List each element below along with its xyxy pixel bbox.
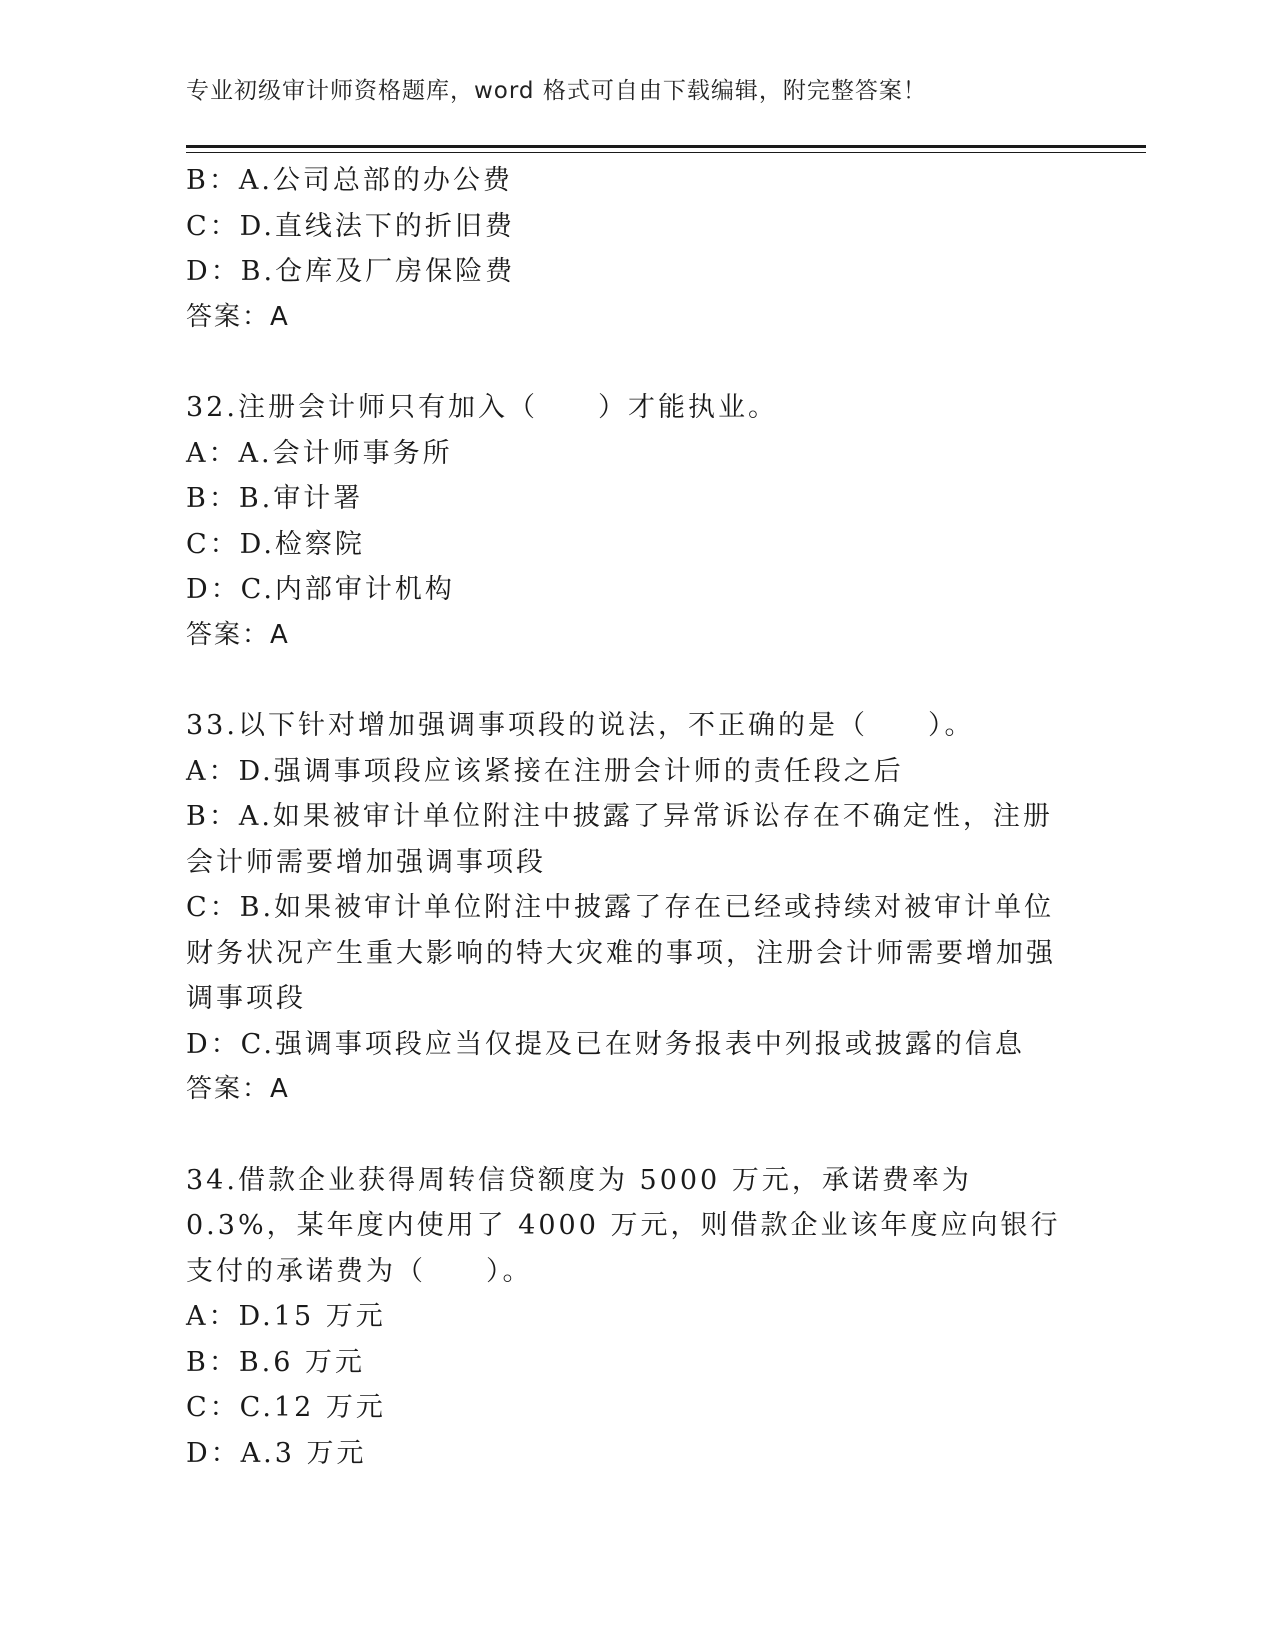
question-stem: 32.注册会计师只有加入（ ）才能执业。 bbox=[186, 392, 778, 423]
option-b: B：A.公司总部的办公费 bbox=[186, 165, 513, 196]
option-b: B：A.如果被审计单位附注中披露了异常诉讼存在不确定性，注册会计师需要增加强调事项段 bbox=[186, 801, 1053, 878]
option-d: D：B.仓库及厂房保险费 bbox=[186, 256, 516, 287]
spacer bbox=[186, 1113, 1076, 1158]
answer-line: 答案：A bbox=[186, 1074, 290, 1104]
option-c: C：B.如果被审计单位附注中披露了存在已经或持续对被审计单位财务状况产生重大影响的特大灾难的事项，注册会计师需要增加强调事项段 bbox=[186, 892, 1056, 1014]
question-content bbox=[186, 158, 1076, 1476]
header-text: 专业初级审计师资格题库，word 格式可自由下载编辑，附完整答案！ bbox=[186, 78, 927, 104]
answer-line: 答案：A bbox=[186, 619, 290, 650]
option-c: C：C.12 万元 bbox=[186, 1392, 386, 1423]
option-d: D：C.强调事项段应当仅提及已在财务报表中列报或披露的信息 bbox=[186, 1028, 1025, 1060]
option-a: A：D.强调事项段应该紧接在注册会计师的责任段之后 bbox=[186, 755, 904, 787]
option-c: C：D.直线法下的折旧费 bbox=[186, 210, 515, 242]
spacer bbox=[186, 658, 1076, 703]
question-31-fragment bbox=[186, 158, 1076, 340]
spacer bbox=[186, 340, 1076, 385]
option-d: D：C.内部审计机构 bbox=[186, 574, 455, 605]
option-a: A：A.会计师事务所 bbox=[186, 437, 453, 469]
question-stem: 34.借款企业获得周转信贷额度为 5000 万元，承诺费率为 0.3%，某年度内使用了 4000 万元，则借款企业该年度应向银行支付的承诺费为（ ）。 bbox=[186, 1164, 1061, 1287]
question-stem: 33.以下针对增加强调事项段的说法，不正确的是（ ）。 bbox=[186, 710, 975, 741]
option-b: B：B.审计署 bbox=[186, 483, 364, 514]
question-34 bbox=[186, 1158, 1076, 1477]
question-32 bbox=[186, 385, 1076, 658]
answer-line: 答案：A bbox=[186, 301, 290, 332]
header-rule-thin bbox=[186, 152, 1146, 153]
option-c: C：D.检察院 bbox=[186, 528, 365, 560]
header-rule-thick bbox=[186, 145, 1146, 148]
question-33 bbox=[186, 703, 1076, 1113]
option-b: B：B.6 万元 bbox=[186, 1346, 366, 1378]
option-d: D：A.3 万元 bbox=[186, 1437, 367, 1469]
option-a: A：D.15 万元 bbox=[186, 1301, 386, 1332]
